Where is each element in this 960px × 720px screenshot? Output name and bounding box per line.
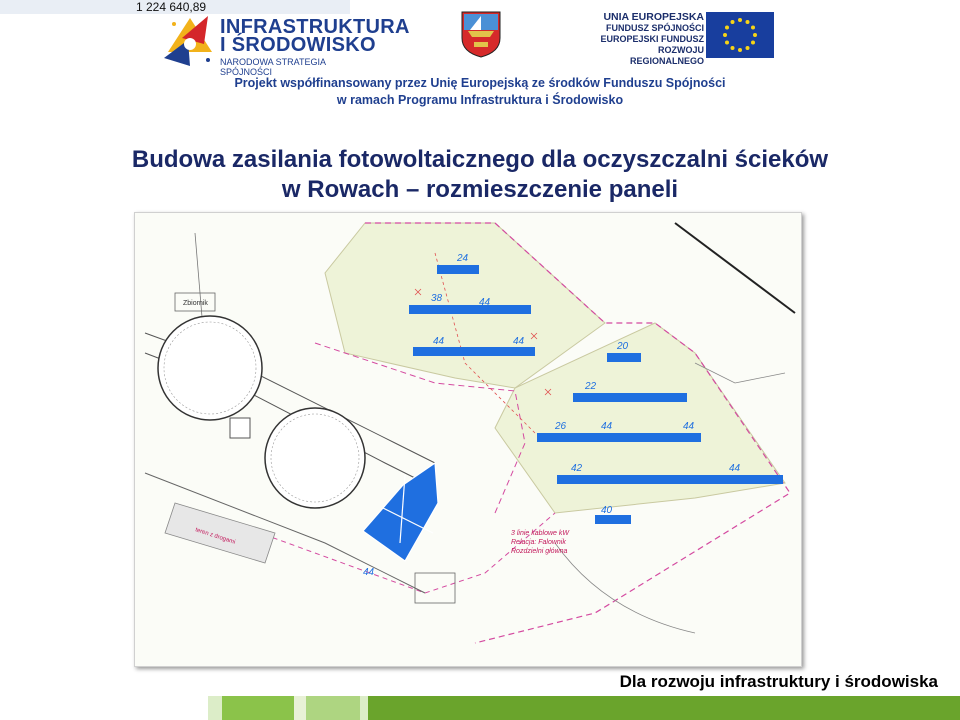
panel-row-20 xyxy=(607,353,641,362)
page-title-line-2: w Rowach – rozmieszczenie paneli xyxy=(281,176,679,203)
panel-count-label: 24 xyxy=(457,253,469,264)
cable-note-line: Rozdzielni główna xyxy=(511,548,568,555)
footer-stripe xyxy=(306,696,360,720)
panel-count-label: 38 xyxy=(431,293,443,304)
panel-count-label: 44 xyxy=(729,463,741,474)
settling-tank-2 xyxy=(265,408,365,508)
logo-line-1: INFRASTRUKTURA xyxy=(220,16,410,38)
site-plan-drawing xyxy=(135,213,801,666)
concrete-slab xyxy=(165,503,275,563)
panel-count-label: 40 xyxy=(601,505,613,516)
panel-count-label: 44 xyxy=(363,567,375,578)
infrastructure-logo xyxy=(160,14,410,77)
panel-count-label: 42 xyxy=(571,463,583,474)
site-plan xyxy=(134,212,802,667)
panel-row-38-44 xyxy=(409,305,531,314)
corner-value: 1 224 640,89 xyxy=(0,0,350,14)
eu-flag-icon xyxy=(706,12,774,58)
panel-row-44-44 xyxy=(413,347,535,356)
panel-count-label: 26 xyxy=(555,421,567,432)
nss-star-icon xyxy=(160,14,220,68)
panel-array-central xyxy=(363,463,438,561)
panel-count-label: 22 xyxy=(585,381,597,392)
boundary-line xyxy=(675,223,795,313)
eu-line-3: EUROPEJSKI FUNDUSZ xyxy=(600,34,704,44)
header-line-2: w ramach Programu Infrastruktura i Środowisko xyxy=(336,93,624,107)
panel-row-22 xyxy=(573,393,687,402)
eu-logo-text xyxy=(586,12,704,67)
panel-count-label: 44 xyxy=(683,421,695,432)
panel-count-label: 44 xyxy=(433,336,445,347)
eu-line-1: UNIA EUROPEJSKA xyxy=(603,11,704,23)
footer-stripe xyxy=(360,696,368,720)
panel-row-24 xyxy=(437,265,479,274)
footer-slogan: Dla rozwoju infrastruktury i środowiska xyxy=(619,672,938,691)
logo-line-3: NARODOWA STRATEGIA SPÓJNOŚCI xyxy=(220,57,326,77)
slab-label: teren z drogami xyxy=(194,527,236,546)
panel-row-26-44-44 xyxy=(537,433,701,442)
logo-line-2: I ŚRODOWISKO xyxy=(220,34,376,56)
panel-count-label: 20 xyxy=(617,341,629,352)
panel-count-label: 44 xyxy=(479,297,491,308)
footer-stripe xyxy=(294,696,306,720)
eu-line-4: ROZWOJU REGIONALNEGO xyxy=(629,45,704,66)
eu-line-2: FUNDUSZ SPÓJNOŚCI xyxy=(605,23,704,33)
settling-tank-1 xyxy=(158,316,262,420)
tank-label: Zbiornik xyxy=(183,300,208,307)
footpath xyxy=(555,543,695,633)
panel-row-40 xyxy=(595,515,631,524)
header-line-1: Projekt współfinansowany przez Unię Europejską ze środków Funduszu Spójności xyxy=(234,76,726,90)
footer-stripe xyxy=(368,696,960,720)
municipal-coat-of-arms-icon xyxy=(460,10,502,58)
cable-note-line: Relacja: Falownik xyxy=(511,539,566,546)
small-building xyxy=(415,573,455,603)
footer-stripe xyxy=(208,696,222,720)
panel-row-42-44 xyxy=(557,475,783,484)
panel-count-label: 44 xyxy=(513,336,525,347)
pump-building xyxy=(230,418,250,438)
footer-stripe xyxy=(222,696,294,720)
panel-count-label: 44 xyxy=(601,421,613,432)
cable-note-line: 3 linie kablowe kW xyxy=(511,530,569,537)
page-title-line-1: Budowa zasilania fotowoltaicznego dla oczyszczalni ścieków xyxy=(131,146,829,173)
